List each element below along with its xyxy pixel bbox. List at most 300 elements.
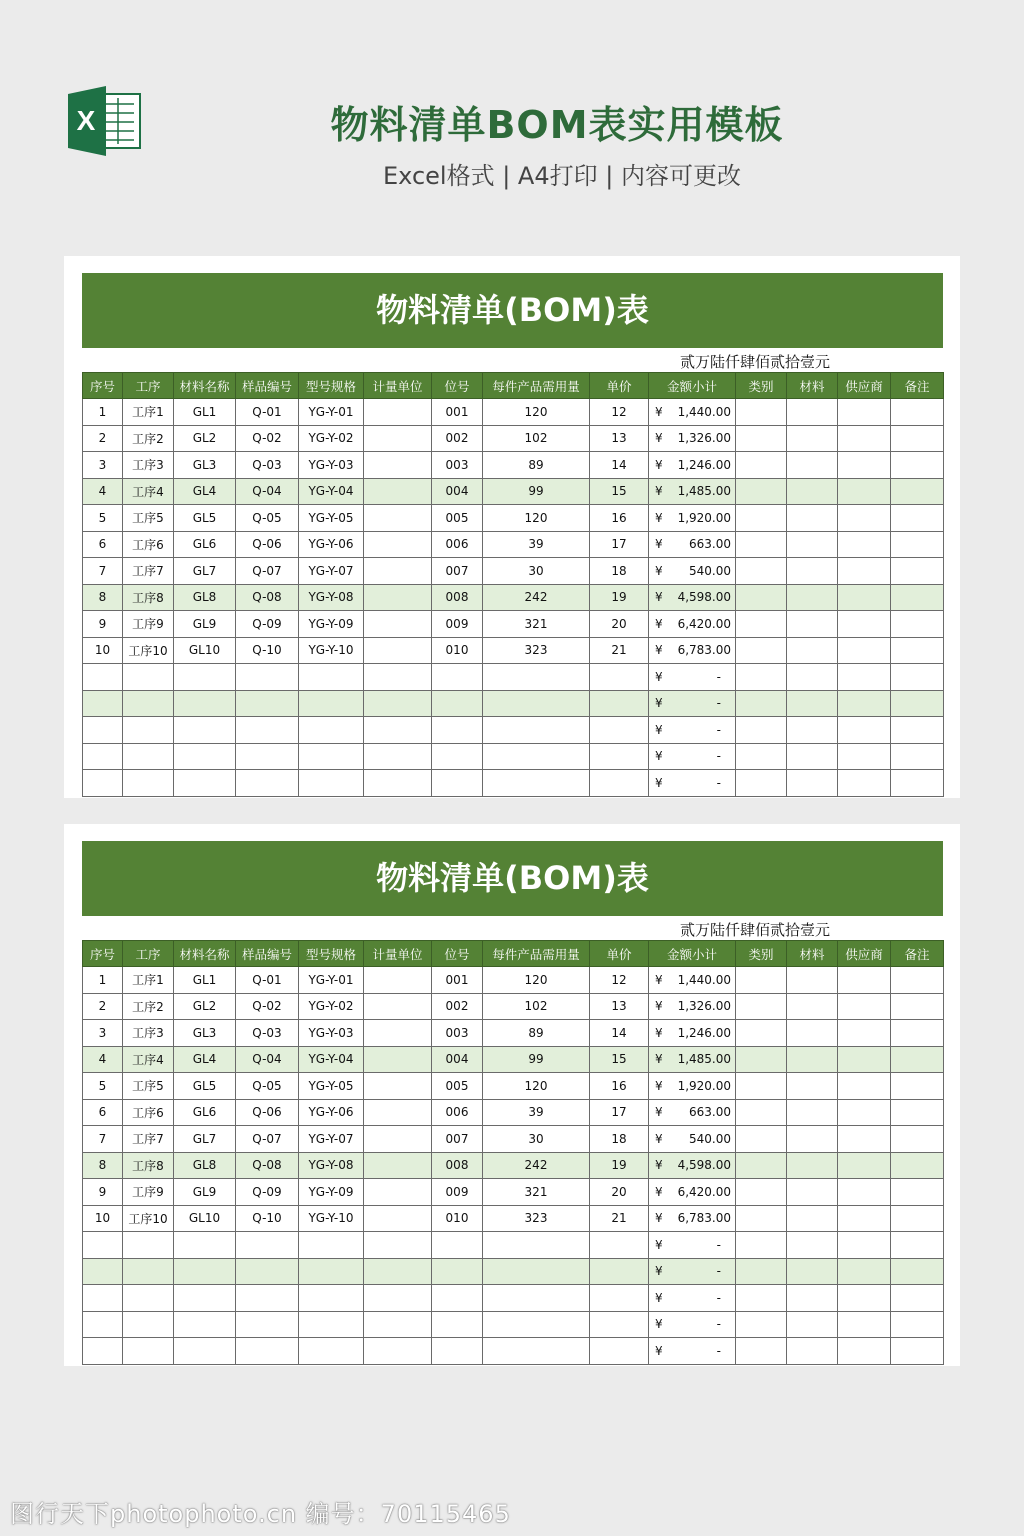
cell-qty[interactable] [483,1232,590,1259]
cell-unit[interactable] [364,505,432,532]
cell-material[interactable] [174,1311,236,1338]
cell-price[interactable] [590,664,649,691]
cell-unit[interactable] [364,1285,432,1312]
cell-unit[interactable] [364,690,432,717]
cell-note[interactable] [891,637,944,664]
cell-price[interactable]: 13 [590,425,649,452]
cell-sample[interactable]: Q-08 [236,1152,299,1179]
cell-category[interactable] [736,1311,787,1338]
cell-mat[interactable] [787,478,838,505]
cell-note[interactable] [891,399,944,426]
cell-note[interactable] [891,1285,944,1312]
cell-unit[interactable] [364,1073,432,1100]
cell-price[interactable] [590,1232,649,1259]
cell-unit[interactable] [364,637,432,664]
cell-qty[interactable]: 89 [483,1020,590,1047]
cell-no[interactable]: 4 [83,1046,123,1073]
cell-price[interactable]: 12 [590,399,649,426]
cell-pos[interactable] [432,690,483,717]
cell-note[interactable] [891,1205,944,1232]
cell-model[interactable]: YG-Y-02 [299,993,364,1020]
cell-mat[interactable] [787,1020,838,1047]
cell-note[interactable] [891,993,944,1020]
cell-material[interactable]: GL9 [174,1179,236,1206]
cell-material[interactable]: GL2 [174,425,236,452]
cell-note[interactable] [891,717,944,744]
cell-unit[interactable] [364,558,432,585]
cell-amount[interactable] [649,1285,736,1312]
cell-pos[interactable] [432,743,483,770]
cell-sample[interactable]: Q-02 [236,993,299,1020]
column-header-price[interactable]: 单价 [590,941,649,967]
cell-category[interactable] [736,967,787,994]
cell-material[interactable]: GL7 [174,558,236,585]
cell-pos[interactable] [432,1285,483,1312]
cell-pos[interactable] [432,1258,483,1285]
cell-model[interactable]: YG-Y-04 [299,478,364,505]
cell-supplier[interactable] [838,1285,891,1312]
cell-supplier[interactable] [838,770,891,797]
cell-unit[interactable] [364,770,432,797]
cell-supplier[interactable] [838,690,891,717]
cell-price[interactable]: 20 [590,1179,649,1206]
cell-material[interactable]: GL6 [174,531,236,558]
cell-no[interactable]: 10 [83,637,123,664]
cell-mat[interactable] [787,611,838,638]
cell-qty[interactable] [483,770,590,797]
column-header-sample[interactable]: 样品编号 [236,373,299,399]
cell-note[interactable] [891,478,944,505]
column-header-unit[interactable]: 计量单位 [364,941,432,967]
cell-qty[interactable]: 321 [483,611,590,638]
cell-note[interactable] [891,452,944,479]
cell-price[interactable]: 15 [590,1046,649,1073]
cell-unit[interactable] [364,611,432,638]
cell-supplier[interactable] [838,611,891,638]
cell-supplier[interactable] [838,399,891,426]
cell-mat[interactable] [787,1046,838,1073]
cell-category[interactable] [736,531,787,558]
cell-price[interactable]: 20 [590,611,649,638]
cell-sample[interactable]: Q-07 [236,1126,299,1153]
cell-category[interactable] [736,611,787,638]
cell-amount[interactable] [649,399,736,426]
cell-unit[interactable] [364,1152,432,1179]
cell-sample[interactable]: Q-09 [236,1179,299,1206]
cell-amount[interactable] [649,1205,736,1232]
cell-qty[interactable] [483,717,590,744]
cell-qty[interactable]: 99 [483,478,590,505]
cell-note[interactable] [891,1232,944,1259]
cell-process[interactable]: 工序8 [123,1152,174,1179]
cell-mat[interactable] [787,717,838,744]
cell-model[interactable] [299,1232,364,1259]
cell-qty[interactable] [483,664,590,691]
cell-sample[interactable]: Q-10 [236,637,299,664]
cell-pos[interactable] [432,1338,483,1365]
cell-model[interactable]: YG-Y-09 [299,1179,364,1206]
cell-unit[interactable] [364,425,432,452]
cell-model[interactable]: YG-Y-01 [299,967,364,994]
cell-category[interactable] [736,717,787,744]
cell-pos[interactable]: 001 [432,399,483,426]
cell-supplier[interactable] [838,637,891,664]
cell-qty[interactable]: 39 [483,1099,590,1126]
column-header-no[interactable]: 序号 [83,373,123,399]
cell-no[interactable] [83,1258,123,1285]
cell-process[interactable]: 工序1 [123,399,174,426]
cell-note[interactable] [891,1020,944,1047]
cell-unit[interactable] [364,478,432,505]
cell-model[interactable]: YG-Y-09 [299,611,364,638]
cell-supplier[interactable] [838,1046,891,1073]
cell-amount[interactable] [649,1020,736,1047]
cell-model[interactable] [299,770,364,797]
cell-mat[interactable] [787,1311,838,1338]
cell-price[interactable]: 21 [590,1205,649,1232]
cell-mat[interactable] [787,1232,838,1259]
cell-pos[interactable]: 002 [432,425,483,452]
cell-no[interactable] [83,1232,123,1259]
cell-sample[interactable] [236,664,299,691]
column-header-note[interactable]: 备注 [891,373,944,399]
cell-model[interactable] [299,717,364,744]
cell-material[interactable]: GL4 [174,478,236,505]
cell-supplier[interactable] [838,993,891,1020]
cell-qty[interactable] [483,1311,590,1338]
cell-sample[interactable] [236,743,299,770]
cell-no[interactable]: 1 [83,967,123,994]
cell-qty[interactable]: 242 [483,584,590,611]
cell-unit[interactable] [364,531,432,558]
cell-supplier[interactable] [838,584,891,611]
cell-category[interactable] [736,1205,787,1232]
cell-price[interactable]: 18 [590,558,649,585]
cell-model[interactable]: YG-Y-01 [299,399,364,426]
cell-model[interactable]: YG-Y-10 [299,637,364,664]
cell-category[interactable] [736,505,787,532]
cell-material[interactable]: GL2 [174,993,236,1020]
cell-process[interactable] [123,690,174,717]
cell-amount[interactable] [649,425,736,452]
cell-amount[interactable] [649,1046,736,1073]
cell-pos[interactable]: 007 [432,1126,483,1153]
cell-price[interactable]: 21 [590,637,649,664]
cell-sample[interactable]: Q-01 [236,399,299,426]
cell-no[interactable]: 8 [83,584,123,611]
cell-model[interactable]: YG-Y-07 [299,558,364,585]
cell-supplier[interactable] [838,1232,891,1259]
column-header-process[interactable]: 工序 [123,941,174,967]
cell-sample[interactable]: Q-09 [236,611,299,638]
cell-process[interactable] [123,1232,174,1259]
cell-price[interactable] [590,743,649,770]
cell-pos[interactable]: 001 [432,967,483,994]
cell-category[interactable] [736,1099,787,1126]
cell-qty[interactable]: 102 [483,993,590,1020]
cell-process[interactable] [123,743,174,770]
cell-process[interactable]: 工序8 [123,584,174,611]
cell-no[interactable] [83,1311,123,1338]
cell-no[interactable] [83,690,123,717]
cell-mat[interactable] [787,1073,838,1100]
cell-category[interactable] [736,584,787,611]
cell-qty[interactable]: 120 [483,399,590,426]
cell-note[interactable] [891,1311,944,1338]
column-header-category[interactable]: 类别 [736,941,787,967]
cell-category[interactable] [736,637,787,664]
cell-note[interactable] [891,1099,944,1126]
cell-pos[interactable]: 004 [432,478,483,505]
cell-qty[interactable] [483,1338,590,1365]
cell-unit[interactable] [364,717,432,744]
cell-category[interactable] [736,1126,787,1153]
cell-sample[interactable]: Q-06 [236,531,299,558]
cell-no[interactable]: 9 [83,611,123,638]
cell-qty[interactable]: 120 [483,505,590,532]
cell-category[interactable] [736,452,787,479]
cell-qty[interactable]: 30 [483,558,590,585]
cell-category[interactable] [736,993,787,1020]
cell-category[interactable] [736,1020,787,1047]
cell-supplier[interactable] [838,1311,891,1338]
cell-supplier[interactable] [838,452,891,479]
cell-amount[interactable] [649,1258,736,1285]
column-header-no[interactable]: 序号 [83,941,123,967]
cell-process[interactable] [123,1311,174,1338]
cell-model[interactable]: YG-Y-05 [299,505,364,532]
cell-mat[interactable] [787,993,838,1020]
cell-no[interactable] [83,770,123,797]
cell-mat[interactable] [787,637,838,664]
cell-pos[interactable] [432,1232,483,1259]
cell-amount[interactable] [649,505,736,532]
cell-unit[interactable] [364,1258,432,1285]
cell-no[interactable]: 7 [83,558,123,585]
cell-supplier[interactable] [838,743,891,770]
cell-note[interactable] [891,1338,944,1365]
cell-material[interactable]: GL7 [174,1126,236,1153]
cell-pos[interactable]: 010 [432,637,483,664]
cell-process[interactable]: 工序4 [123,1046,174,1073]
cell-process[interactable]: 工序9 [123,1179,174,1206]
cell-amount[interactable] [649,743,736,770]
cell-sample[interactable]: Q-03 [236,452,299,479]
cell-no[interactable]: 7 [83,1126,123,1153]
cell-note[interactable] [891,1152,944,1179]
cell-note[interactable] [891,664,944,691]
cell-qty[interactable] [483,690,590,717]
cell-qty[interactable]: 99 [483,1046,590,1073]
cell-price[interactable] [590,1258,649,1285]
cell-no[interactable]: 6 [83,1099,123,1126]
cell-material[interactable] [174,664,236,691]
cell-unit[interactable] [364,1338,432,1365]
cell-material[interactable]: GL8 [174,584,236,611]
cell-no[interactable]: 5 [83,505,123,532]
cell-mat[interactable] [787,1126,838,1153]
cell-no[interactable] [83,743,123,770]
column-header-note[interactable]: 备注 [891,941,944,967]
cell-model[interactable]: YG-Y-08 [299,1152,364,1179]
cell-note[interactable] [891,770,944,797]
cell-no[interactable]: 5 [83,1073,123,1100]
cell-category[interactable] [736,425,787,452]
cell-supplier[interactable] [838,1020,891,1047]
cell-material[interactable]: GL6 [174,1099,236,1126]
cell-material[interactable] [174,743,236,770]
cell-note[interactable] [891,425,944,452]
cell-material[interactable] [174,1258,236,1285]
cell-note[interactable] [891,584,944,611]
cell-model[interactable]: YG-Y-06 [299,531,364,558]
cell-model[interactable] [299,664,364,691]
column-header-pos[interactable]: 位号 [432,373,483,399]
column-header-sample[interactable]: 样品编号 [236,941,299,967]
cell-note[interactable] [891,558,944,585]
cell-process[interactable]: 工序5 [123,505,174,532]
cell-supplier[interactable] [838,1179,891,1206]
cell-unit[interactable] [364,1179,432,1206]
cell-amount[interactable] [649,1126,736,1153]
cell-note[interactable] [891,1126,944,1153]
cell-model[interactable] [299,690,364,717]
cell-supplier[interactable] [838,664,891,691]
cell-note[interactable] [891,743,944,770]
cell-category[interactable] [736,1152,787,1179]
cell-process[interactable]: 工序6 [123,531,174,558]
cell-model[interactable]: YG-Y-05 [299,1073,364,1100]
cell-unit[interactable] [364,1232,432,1259]
cell-no[interactable]: 3 [83,452,123,479]
cell-unit[interactable] [364,1205,432,1232]
cell-mat[interactable] [787,1179,838,1206]
cell-sample[interactable] [236,770,299,797]
cell-pos[interactable]: 005 [432,1073,483,1100]
cell-supplier[interactable] [838,1073,891,1100]
cell-process[interactable] [123,1285,174,1312]
cell-pos[interactable]: 009 [432,1179,483,1206]
cell-mat[interactable] [787,664,838,691]
cell-price[interactable]: 14 [590,1020,649,1047]
column-header-amount[interactable]: 金额小计 [649,941,736,967]
cell-category[interactable] [736,1258,787,1285]
cell-no[interactable] [83,1338,123,1365]
cell-no[interactable] [83,1285,123,1312]
cell-pos[interactable]: 003 [432,1020,483,1047]
cell-amount[interactable] [649,967,736,994]
cell-category[interactable] [736,664,787,691]
cell-model[interactable]: YG-Y-04 [299,1046,364,1073]
cell-sample[interactable]: Q-05 [236,505,299,532]
cell-unit[interactable] [364,1020,432,1047]
cell-mat[interactable] [787,425,838,452]
cell-qty[interactable]: 39 [483,531,590,558]
cell-sample[interactable] [236,1338,299,1365]
cell-amount[interactable] [649,1338,736,1365]
cell-supplier[interactable] [838,1338,891,1365]
cell-process[interactable]: 工序3 [123,452,174,479]
cell-note[interactable] [891,690,944,717]
cell-sample[interactable]: Q-10 [236,1205,299,1232]
cell-price[interactable] [590,1285,649,1312]
cell-pos[interactable] [432,717,483,744]
cell-process[interactable]: 工序9 [123,611,174,638]
cell-pos[interactable]: 005 [432,505,483,532]
cell-price[interactable]: 18 [590,1126,649,1153]
cell-model[interactable] [299,1338,364,1365]
cell-qty[interactable] [483,1258,590,1285]
cell-amount[interactable] [649,558,736,585]
cell-process[interactable] [123,664,174,691]
cell-unit[interactable] [364,584,432,611]
column-header-amount[interactable]: 金额小计 [649,373,736,399]
cell-qty[interactable]: 242 [483,1152,590,1179]
cell-category[interactable] [736,1179,787,1206]
cell-unit[interactable] [364,993,432,1020]
column-header-qty[interactable]: 每件产品需用量 [483,941,590,967]
column-header-material[interactable]: 材料名称 [174,941,236,967]
cell-mat[interactable] [787,743,838,770]
cell-pos[interactable]: 006 [432,531,483,558]
cell-model[interactable] [299,1311,364,1338]
cell-model[interactable]: YG-Y-03 [299,1020,364,1047]
cell-unit[interactable] [364,1099,432,1126]
cell-note[interactable] [891,531,944,558]
cell-pos[interactable]: 004 [432,1046,483,1073]
cell-material[interactable] [174,1232,236,1259]
cell-pos[interactable]: 003 [432,452,483,479]
cell-qty[interactable] [483,743,590,770]
cell-process[interactable]: 工序7 [123,1126,174,1153]
cell-mat[interactable] [787,452,838,479]
cell-unit[interactable] [364,1046,432,1073]
cell-note[interactable] [891,611,944,638]
cell-mat[interactable] [787,399,838,426]
cell-no[interactable]: 1 [83,399,123,426]
column-header-mat[interactable]: 材料 [787,373,838,399]
cell-material[interactable]: GL5 [174,1073,236,1100]
cell-model[interactable] [299,743,364,770]
cell-supplier[interactable] [838,1205,891,1232]
cell-material[interactable]: GL10 [174,637,236,664]
cell-unit[interactable] [364,1126,432,1153]
cell-price[interactable]: 13 [590,993,649,1020]
cell-amount[interactable] [649,770,736,797]
cell-no[interactable] [83,717,123,744]
cell-mat[interactable] [787,531,838,558]
cell-category[interactable] [736,770,787,797]
cell-sample[interactable] [236,717,299,744]
column-header-category[interactable]: 类别 [736,373,787,399]
cell-amount[interactable] [649,478,736,505]
cell-category[interactable] [736,1046,787,1073]
cell-price[interactable] [590,690,649,717]
cell-mat[interactable] [787,1205,838,1232]
cell-no[interactable]: 3 [83,1020,123,1047]
cell-mat[interactable] [787,967,838,994]
cell-amount[interactable] [649,717,736,744]
cell-model[interactable] [299,1258,364,1285]
cell-material[interactable] [174,1338,236,1365]
cell-material[interactable] [174,1285,236,1312]
cell-pos[interactable]: 002 [432,993,483,1020]
cell-pos[interactable]: 008 [432,584,483,611]
cell-process[interactable]: 工序7 [123,558,174,585]
cell-process[interactable]: 工序2 [123,993,174,1020]
cell-process[interactable]: 工序10 [123,637,174,664]
cell-material[interactable] [174,770,236,797]
